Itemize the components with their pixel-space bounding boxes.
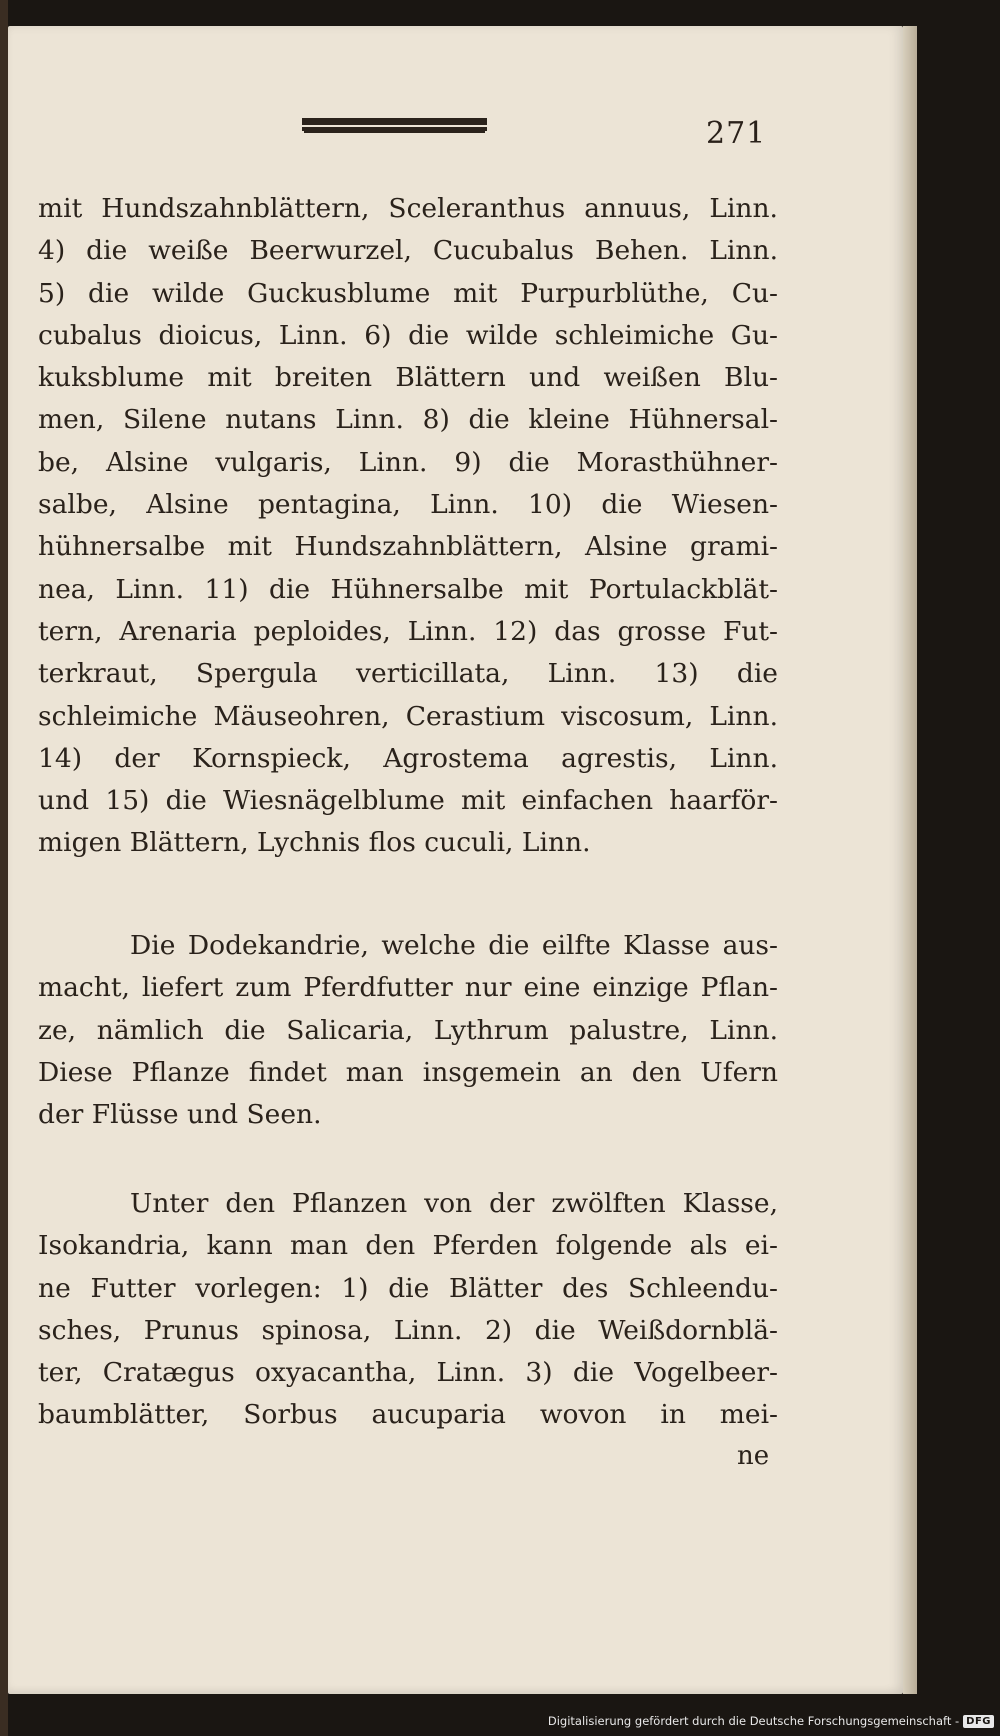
text-line: macht, liefert zum Pferdfutter nur eine einzige Pflan- — [38, 972, 778, 1004]
page-number: 271 — [706, 116, 767, 151]
text-line: Diese Pflanze findet man insgemein an den Ufern — [38, 1056, 778, 1088]
text-line: salbe, Alsine pentagina, Linn. 10) die Wiesen- — [38, 489, 778, 521]
text-line: cubalus dioicus, Linn. 6) die wilde schleimiche Gu- — [38, 319, 778, 351]
text-line: schleimiche Mäuseohren, Cerastium viscosum, Linn. — [38, 700, 778, 732]
text-line: tern, Arenaria peploides, Linn. 12) das grosse Fut- — [38, 615, 778, 647]
text-line: und 15) die Wiesnägelblume mit einfachen haarför- — [38, 785, 778, 817]
paragraph-1 — [38, 188, 778, 865]
text-line: terkraut, Spergula verticillata, Linn. 13) die — [38, 658, 778, 690]
credit-text: Digitalisierung gefördert durch die Deutsche Forschungsgemeinschaft - — [547, 1714, 960, 1728]
book-spine — [0, 0, 8, 1736]
text-line: kuksblume mit breiten Blättern und weißen Blu- — [38, 362, 778, 394]
text-line: baumblätter, Sorbus aucuparia wovon in mei- — [38, 1399, 778, 1431]
text-line: be, Alsine vulgaris, Linn. 9) die Morasthühner- — [38, 446, 778, 478]
text-line: sches, Prunus spinosa, Linn. 2) die Weißdornblä- — [38, 1314, 778, 1346]
text-line: migen Blättern, Lychnis flos cuculi, Linn. — [38, 827, 591, 859]
header-ornament-rule — [302, 118, 487, 131]
text-line: Isokandria, kann man den Pferden folgende als ei- — [38, 1230, 778, 1262]
text-line: ze, nämlich die Salicaria, Lythrum palustre, Linn. — [38, 1014, 778, 1046]
text-line: Unter den Pflanzen von der zwölften Klasse, — [130, 1188, 778, 1219]
text-line: men, Silene nutans Linn. 8) die kleine Hühnersal- — [38, 404, 778, 436]
text-line: ter, Cratægus oxyacantha, Linn. 3) die Vogelbeer- — [38, 1357, 778, 1389]
text-line: 5) die wilde Guckusblume mit Purpurblüthe, Cu- — [38, 277, 778, 309]
dfg-logo: DFG — [963, 1715, 994, 1728]
paragraph-2 — [38, 925, 778, 1136]
digitization-credit — [548, 1714, 994, 1728]
text-line: mit Hundszahnblättern, Sceleranthus annuus, Linn. — [38, 193, 778, 224]
text-line: ne Futter vorlegen: 1) die Blätter des Schleendu- — [38, 1272, 778, 1304]
text-line: Die Dodekandrie, welche die eilfte Klasse aus- — [130, 930, 778, 961]
text-line: der Flüsse und Seen. — [38, 1099, 322, 1131]
text-line: hühnersalbe mit Hundszahnblättern, Alsine grami- — [38, 531, 778, 563]
catchword: ne — [737, 1441, 770, 1471]
text-line: 4) die weiße Beerwurzel, Cucubalus Behen. Linn. — [38, 235, 778, 267]
text-line: nea, Linn. 11) die Hühnersalbe mit Portulackblät- — [38, 573, 778, 605]
page-edge — [903, 26, 917, 1694]
paragraph-3 — [38, 1183, 778, 1437]
text-line: 14) der Kornspieck, Agrostema agrestis, Linn. — [38, 742, 778, 774]
